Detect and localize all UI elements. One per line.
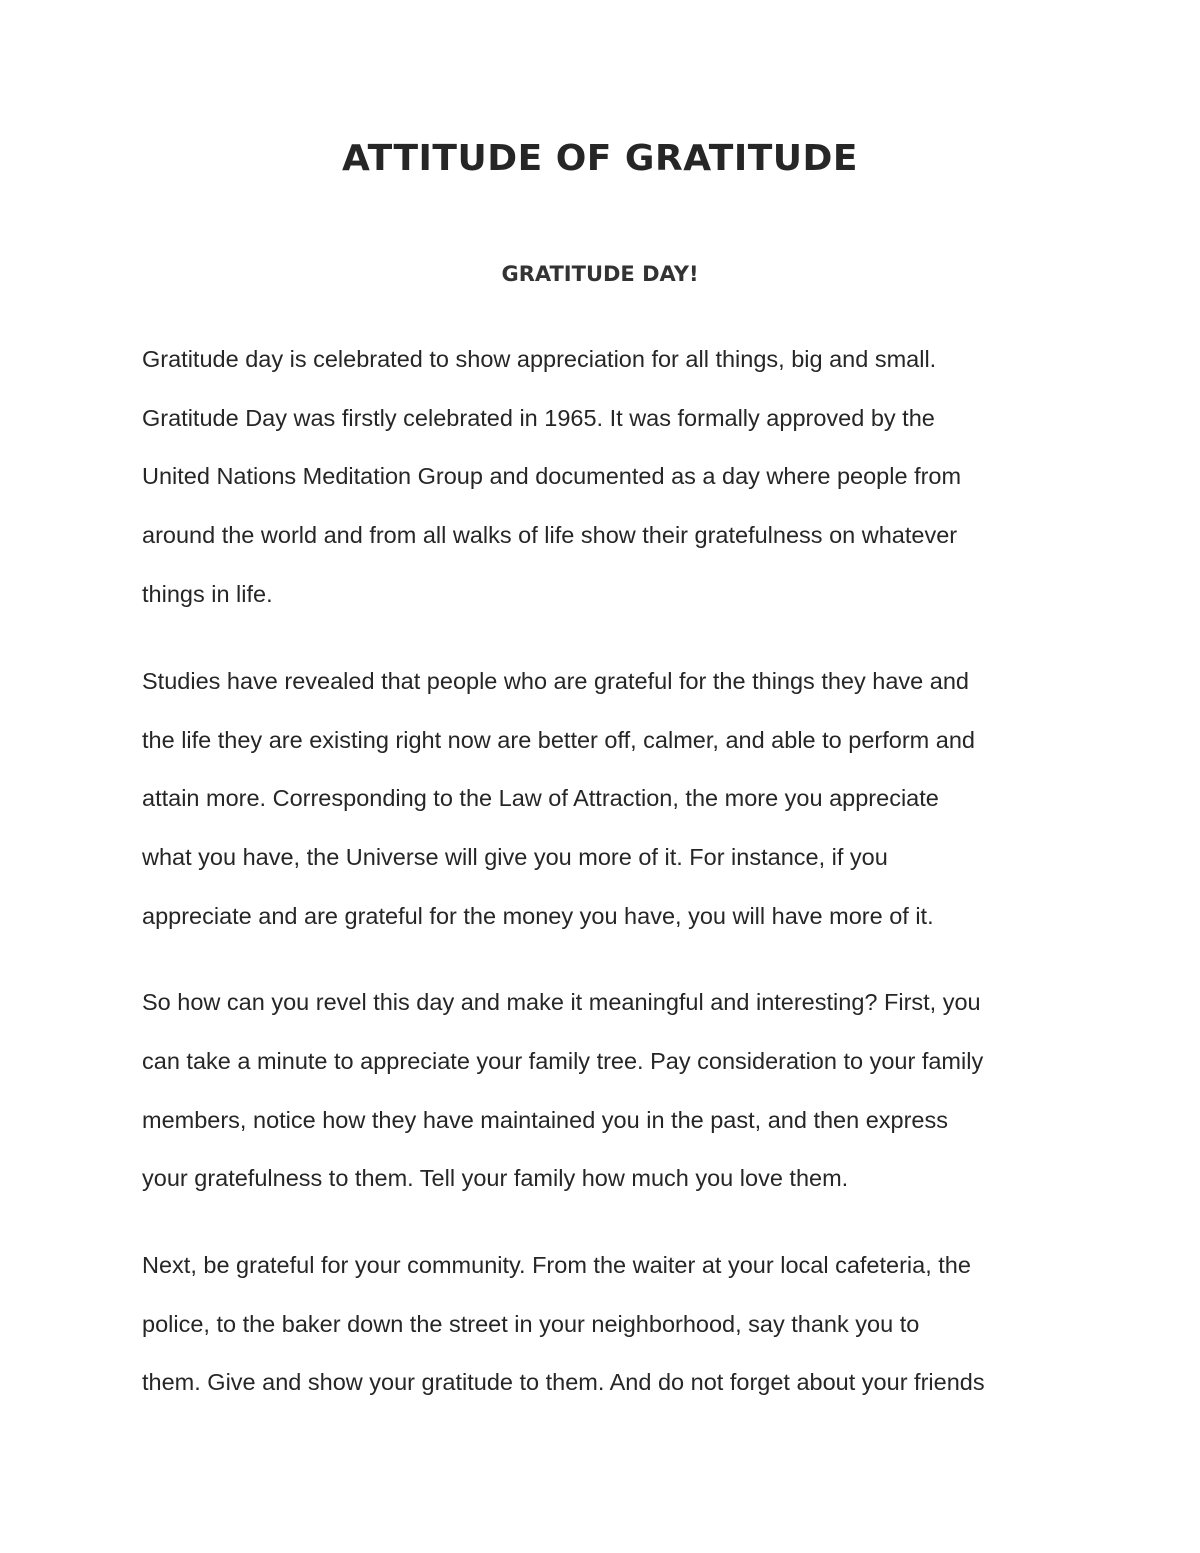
paragraph-line: things in life. (142, 581, 273, 607)
paragraph-line: Studies have revealed that people who are grateful for the things they have and (142, 668, 969, 694)
paragraph-line: So how can you revel this day and make it meaningful and interesting? First, you (142, 989, 981, 1015)
paragraph-line: around the world and from all walks of life show their gratefulness on whatever (142, 522, 958, 548)
paragraph-line: the life they are existing right now are better off, calmer, and able to perform and (142, 727, 975, 753)
paragraph-line: what you have, the Universe will give you more of it. For instance, if you (142, 844, 888, 870)
document-title: ATTITUDE OF GRATITUDE (342, 138, 858, 179)
paragraph-line: can take a minute to appreciate your family tree. Pay consideration to your family (142, 1048, 984, 1074)
paragraph-line: members, notice how they have maintained you in the past, and then express (142, 1107, 948, 1133)
document-subtitle: GRATITUDE DAY! (501, 262, 699, 286)
paragraph-line: them. Give and show your gratitude to them. And do not forget about your friends (142, 1369, 985, 1395)
paragraph-line: Next, be grateful for your community. From the waiter at your local cafeteria, the (142, 1252, 971, 1278)
paragraph-line: appreciate and are grateful for the money you have, you will have more of it. (142, 903, 934, 929)
paragraph-line: Gratitude Day was firstly celebrated in 1965. It was formally approved by the (142, 405, 935, 431)
paragraph-line: attain more. Corresponding to the Law of Attraction, the more you appreciate (142, 785, 939, 811)
paragraph-line: police, to the baker down the street in your neighborhood, say thank you to (142, 1311, 920, 1337)
paragraph-line: Gratitude day is celebrated to show appreciation for all things, big and small. (142, 346, 937, 372)
paragraph-line: your gratefulness to them. Tell your family how much you love them. (142, 1165, 849, 1191)
paragraph-line: United Nations Meditation Group and documented as a day where people from (142, 463, 962, 489)
